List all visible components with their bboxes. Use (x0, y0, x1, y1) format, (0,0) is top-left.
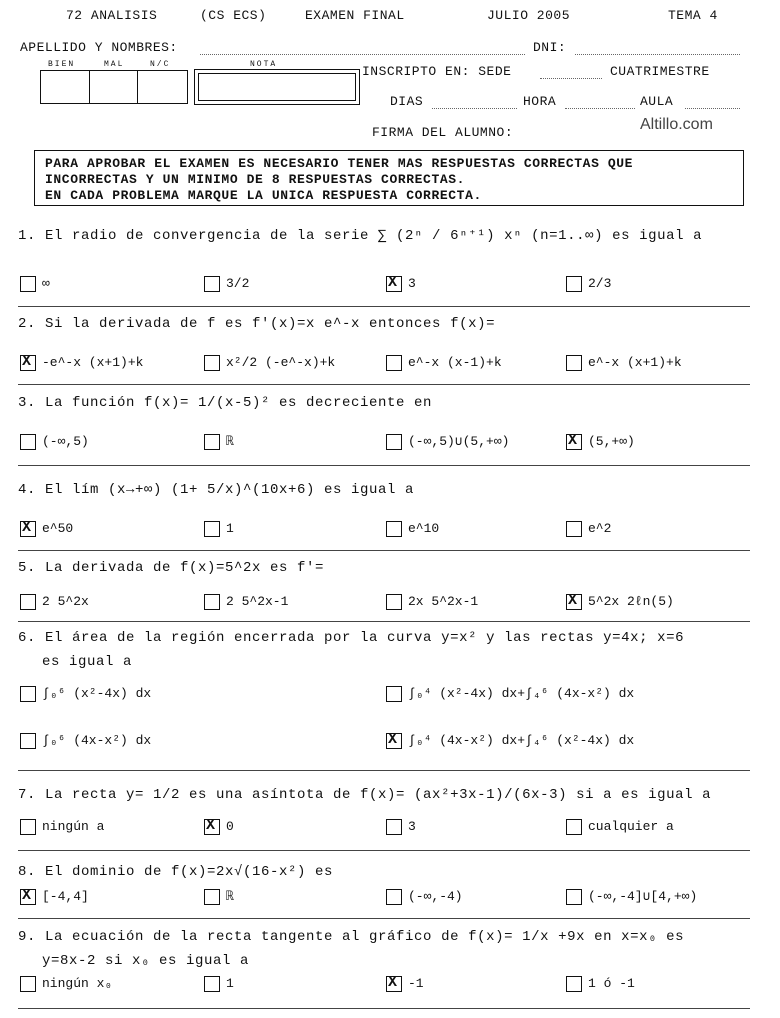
q3-option-3-checkbox[interactable] (386, 434, 402, 450)
q3-option-1-checkbox[interactable] (20, 434, 36, 450)
q7-option-2-label: 0 (226, 819, 234, 834)
q5-option-3-label: 2x 5^2x-1 (408, 594, 479, 609)
course-title: 72 ANALISIS (66, 8, 158, 23)
divider (18, 550, 750, 551)
dias-field[interactable] (432, 108, 517, 109)
question-6-text-cont: es igual a (42, 654, 133, 670)
q5-option-3-checkbox[interactable] (386, 594, 402, 610)
q8-option-2-label: ℝ (226, 889, 234, 904)
grade-table (40, 70, 188, 104)
instructions-line-1: PARA APROBAR EL EXAMEN ES NECESARIO TENER MAS RESPUESTAS CORRECTAS QUE (45, 156, 634, 171)
q8-option-3-checkbox[interactable] (386, 889, 402, 905)
q3-option-3-label: (-∞,5)∪(5,+∞) (408, 434, 510, 449)
q1-option-4-checkbox[interactable] (566, 276, 582, 292)
divider (18, 306, 750, 307)
aula-label: AULA (640, 94, 674, 109)
q7-option-1-checkbox[interactable] (20, 819, 36, 835)
q9-option-3-label: -1 (408, 976, 424, 991)
q1-option-3-label: 3 (408, 276, 416, 291)
q3-option-1-label: (-∞,5) (42, 434, 89, 449)
q9-option-1-checkbox[interactable] (20, 976, 36, 992)
grade-col-bien: BIEN (48, 60, 76, 69)
q2-option-2-checkbox[interactable] (204, 355, 220, 371)
divider (18, 918, 750, 919)
q5-option-2-checkbox[interactable] (204, 594, 220, 610)
q9-option-2-label: 1 (226, 976, 234, 991)
q4-option-1-label: e^50 (42, 521, 74, 536)
divider (18, 384, 750, 385)
cuatrimestre-label: CUATRIMESTRE (610, 64, 710, 79)
q4-option-2-label: 1 (226, 521, 234, 536)
hora-field[interactable] (565, 108, 635, 109)
q5-option-2-label: 2 5^2x-1 (226, 594, 289, 609)
dni-field[interactable] (575, 54, 740, 55)
question-1-text: 1. El radio de convergencia de la serie ∑ (2ⁿ / 6ⁿ⁺¹) xⁿ (n=1..∞) es igual a (18, 228, 703, 244)
inscripto-label: INSCRIPTO EN: SEDE (362, 64, 512, 79)
exam-title: EXAMEN FINAL (305, 8, 405, 23)
q3-option-4-mark: X (568, 432, 578, 449)
q2-option-1-label: -e^-x (x+1)+k (42, 355, 144, 370)
instructions-line-3: EN CADA PROBLEMA MARQUE LA UNICA RESPUESTA CORRECTA. (45, 188, 482, 203)
q6-option-1-label: ∫₀⁶ (x²-4x) dx (42, 686, 152, 701)
q1-option-2-checkbox[interactable] (204, 276, 220, 292)
divider (18, 621, 750, 622)
exam-tema: TEMA 4 (668, 8, 718, 23)
q6-option-1-checkbox[interactable] (20, 686, 36, 702)
question-3-text: 3. La función f(x)= 1/(x-5)² es decreciente en (18, 395, 433, 411)
q8-option-2-checkbox[interactable] (204, 889, 220, 905)
q6-option-4-mark: X (388, 731, 398, 748)
firma-label: FIRMA DEL ALUMNO: (372, 125, 514, 140)
q7-option-2-mark: X (206, 817, 216, 834)
q4-option-4-label: e^2 (588, 521, 612, 536)
q6-option-2-label: ∫₀⁴ (x²-4x) dx+∫₄⁶ (4x-x²) dx (408, 686, 635, 701)
q7-option-4-label: cualquier a (588, 819, 674, 834)
q9-option-4-label: 1 ó -1 (588, 976, 635, 991)
q6-option-3-checkbox[interactable] (20, 733, 36, 749)
q2-option-4-checkbox[interactable] (566, 355, 582, 371)
q6-option-3-label: ∫₀⁶ (4x-x²) dx (42, 733, 152, 748)
q4-option-3-label: e^10 (408, 521, 440, 536)
q2-option-1-mark: X (22, 353, 32, 370)
q4-option-4-checkbox[interactable] (566, 521, 582, 537)
department: (CS ECS) (200, 8, 267, 23)
grade-col-nc: N/C (150, 60, 171, 69)
divider (18, 1008, 750, 1009)
q7-option-4-checkbox[interactable] (566, 819, 582, 835)
q8-option-1-mark: X (22, 887, 32, 904)
name-field[interactable] (200, 54, 525, 55)
q9-option-2-checkbox[interactable] (204, 976, 220, 992)
q5-option-4-label: 5^2x 2ℓn(5) (588, 594, 674, 609)
q6-option-2-checkbox[interactable] (386, 686, 402, 702)
q6-option-4-label: ∫₀⁴ (4x-x²) dx+∫₄⁶ (x²-4x) dx (408, 733, 635, 748)
q1-option-1-checkbox[interactable] (20, 276, 36, 292)
sede-field[interactable] (540, 78, 602, 79)
question-9-text-cont: y=8x-2 si x₀ es igual a (42, 953, 250, 969)
q5-option-4-mark: X (568, 592, 578, 609)
dias-label: DIAS (390, 94, 424, 109)
q4-option-2-checkbox[interactable] (204, 521, 220, 537)
q5-option-1-checkbox[interactable] (20, 594, 36, 610)
divider (18, 770, 750, 771)
q1-option-3-mark: X (388, 274, 398, 291)
q1-option-1-label: ∞ (42, 276, 50, 291)
q8-option-1-label: [-4,4] (42, 889, 89, 904)
q5-option-1-label: 2 5^2x (42, 594, 89, 609)
question-4-text: 4. El lím (x→+∞) (1+ 5/x)^(10x+6) es igual a (18, 482, 415, 498)
question-8-text: 8. El dominio de f(x)=2x√(16-x²) es (18, 864, 334, 880)
q1-option-2-label: 3/2 (226, 276, 250, 291)
q3-option-4-label: (5,+∞) (588, 434, 635, 449)
q8-option-3-label: (-∞,-4) (408, 889, 463, 904)
q3-option-2-label: ℝ (226, 434, 234, 449)
instructions-box (34, 150, 744, 206)
q7-option-3-label: 3 (408, 819, 416, 834)
q8-option-4-checkbox[interactable] (566, 889, 582, 905)
question-5-text: 5. La derivada de f(x)=5^2x es f'= (18, 560, 325, 576)
q8-option-4-label: (-∞,-4]∪[4,+∞) (588, 889, 698, 904)
hora-label: HORA (523, 94, 557, 109)
nota-label: NOTA (250, 60, 278, 69)
q2-option-3-label: e^-x (x-1)+k (408, 355, 502, 370)
instructions-line-2: INCORRECTAS Y UN MINIMO DE 8 RESPUESTAS CORRECTAS. (45, 172, 466, 187)
q2-option-3-checkbox[interactable] (386, 355, 402, 371)
nota-box (194, 69, 360, 105)
q2-option-2-label: x²/2 (-e^-x)+k (226, 355, 336, 370)
grade-col-mal: MAL (104, 60, 125, 69)
q7-option-1-label: ningún a (42, 819, 105, 834)
aula-field[interactable] (685, 108, 740, 109)
q4-option-1-mark: X (22, 519, 32, 536)
q1-option-4-label: 2/3 (588, 276, 612, 291)
q9-option-3-mark: X (388, 974, 398, 991)
dni-label: DNI: (533, 40, 567, 55)
divider (18, 465, 750, 466)
q9-option-4-checkbox[interactable] (566, 976, 582, 992)
divider (18, 850, 750, 851)
altillo-logo: Altillo.com (640, 116, 713, 133)
q7-option-3-checkbox[interactable] (386, 819, 402, 835)
question-7-text: 7. La recta y= 1/2 es una asíntota de f(x)= (ax²+3x-1)/(6x-3) si a es igual a (18, 787, 712, 803)
question-2-text: 2. Si la derivada de f es f'(x)=x e^-x entonces f(x)= (18, 316, 496, 332)
q2-option-4-label: e^-x (x+1)+k (588, 355, 682, 370)
q9-option-1-label: ningún x₀ (42, 976, 113, 991)
q3-option-2-checkbox[interactable] (204, 434, 220, 450)
name-label: APELLIDO Y NOMBRES: (20, 40, 178, 55)
exam-date: JULIO 2005 (487, 8, 571, 23)
question-6-text: 6. El área de la región encerrada por la curva y=x² y las rectas y=4x; x=6 (18, 630, 685, 646)
question-9-text: 9. La ecuación de la recta tangente al gráfico de f(x)= 1/x +9x en x=x₀ es (18, 929, 685, 945)
q4-option-3-checkbox[interactable] (386, 521, 402, 537)
